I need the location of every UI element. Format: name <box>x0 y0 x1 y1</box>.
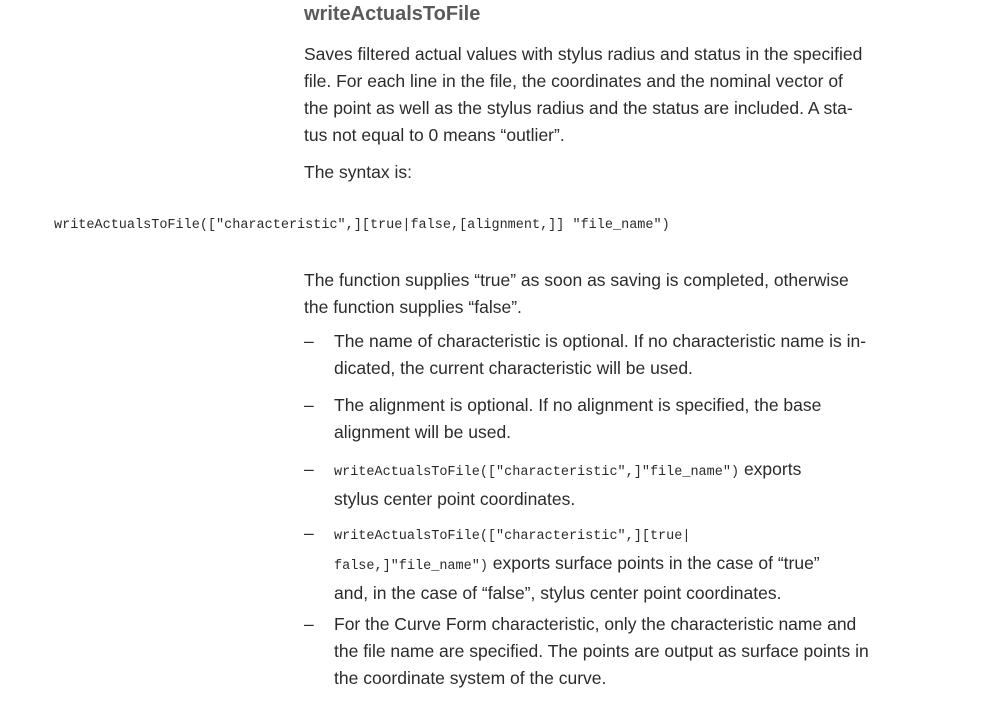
list-item-text <box>334 328 924 382</box>
list-item-text <box>334 456 924 513</box>
inline-code: writeActualsToFile(["characteristic",][true| <box>334 529 691 544</box>
inline-text: exports surface points in the case of “true” <box>487 553 820 573</box>
text-line: file. For each line in the file, the coordinates and the nominal vector of <box>304 71 843 91</box>
text-line <box>334 550 924 580</box>
text-line: Saves filtered actual values with stylus radius and status in the specified <box>304 44 863 64</box>
text-line: stylus center point coordinates. <box>334 489 576 509</box>
dash-bullet: – <box>304 395 314 415</box>
list-item-text <box>334 611 924 692</box>
intro-paragraph <box>304 41 914 149</box>
text-line <box>334 456 924 486</box>
text-line: alignment will be used. <box>334 422 512 442</box>
inline-code: writeActualsToFile(["characteristic",]"file_name") <box>334 465 740 480</box>
text-line: the coordinate system of the curve. <box>334 668 607 688</box>
dash-bullet: – <box>304 614 314 634</box>
dash-bullet: – <box>304 459 314 479</box>
text-line: dicated, the current characteristic will be used. <box>334 358 693 378</box>
inline-code: false,]"file_name") <box>334 559 488 574</box>
text-line: For the Curve Form characteristic, only the characteristic name and <box>334 614 857 634</box>
text-line: the point as well as the stylus radius and the status are included. A sta- <box>304 98 853 118</box>
text-line: the file name are specified. The points are output as surface points in <box>334 641 869 661</box>
text-line: and, in the case of “false”, stylus center point coordinates. <box>334 583 782 603</box>
syntax-label: The syntax is: <box>304 162 412 182</box>
return-paragraph <box>304 267 914 321</box>
dash-bullet: – <box>304 331 314 351</box>
function-heading: writeActualsToFile <box>304 3 481 25</box>
text-line <box>334 520 924 550</box>
text-line: The name of characteristic is optional. If no characteristic name is in- <box>334 331 867 351</box>
text-line: the function supplies “false”. <box>304 297 522 317</box>
list-item-text <box>334 392 924 446</box>
dash-bullet: – <box>304 523 314 543</box>
text-line: tus not equal to 0 means “outlier”. <box>304 125 565 145</box>
inline-text: exports <box>739 459 802 479</box>
text-line: The function supplies “true” as soon as saving is completed, otherwise <box>304 270 849 290</box>
list-item-text <box>334 520 924 607</box>
syntax-code: writeActualsToFile(["characteristic",][true|false,[alignment,]] "file_name") <box>54 218 670 233</box>
text-line: The alignment is optional. If no alignment is specified, the base <box>334 395 822 415</box>
